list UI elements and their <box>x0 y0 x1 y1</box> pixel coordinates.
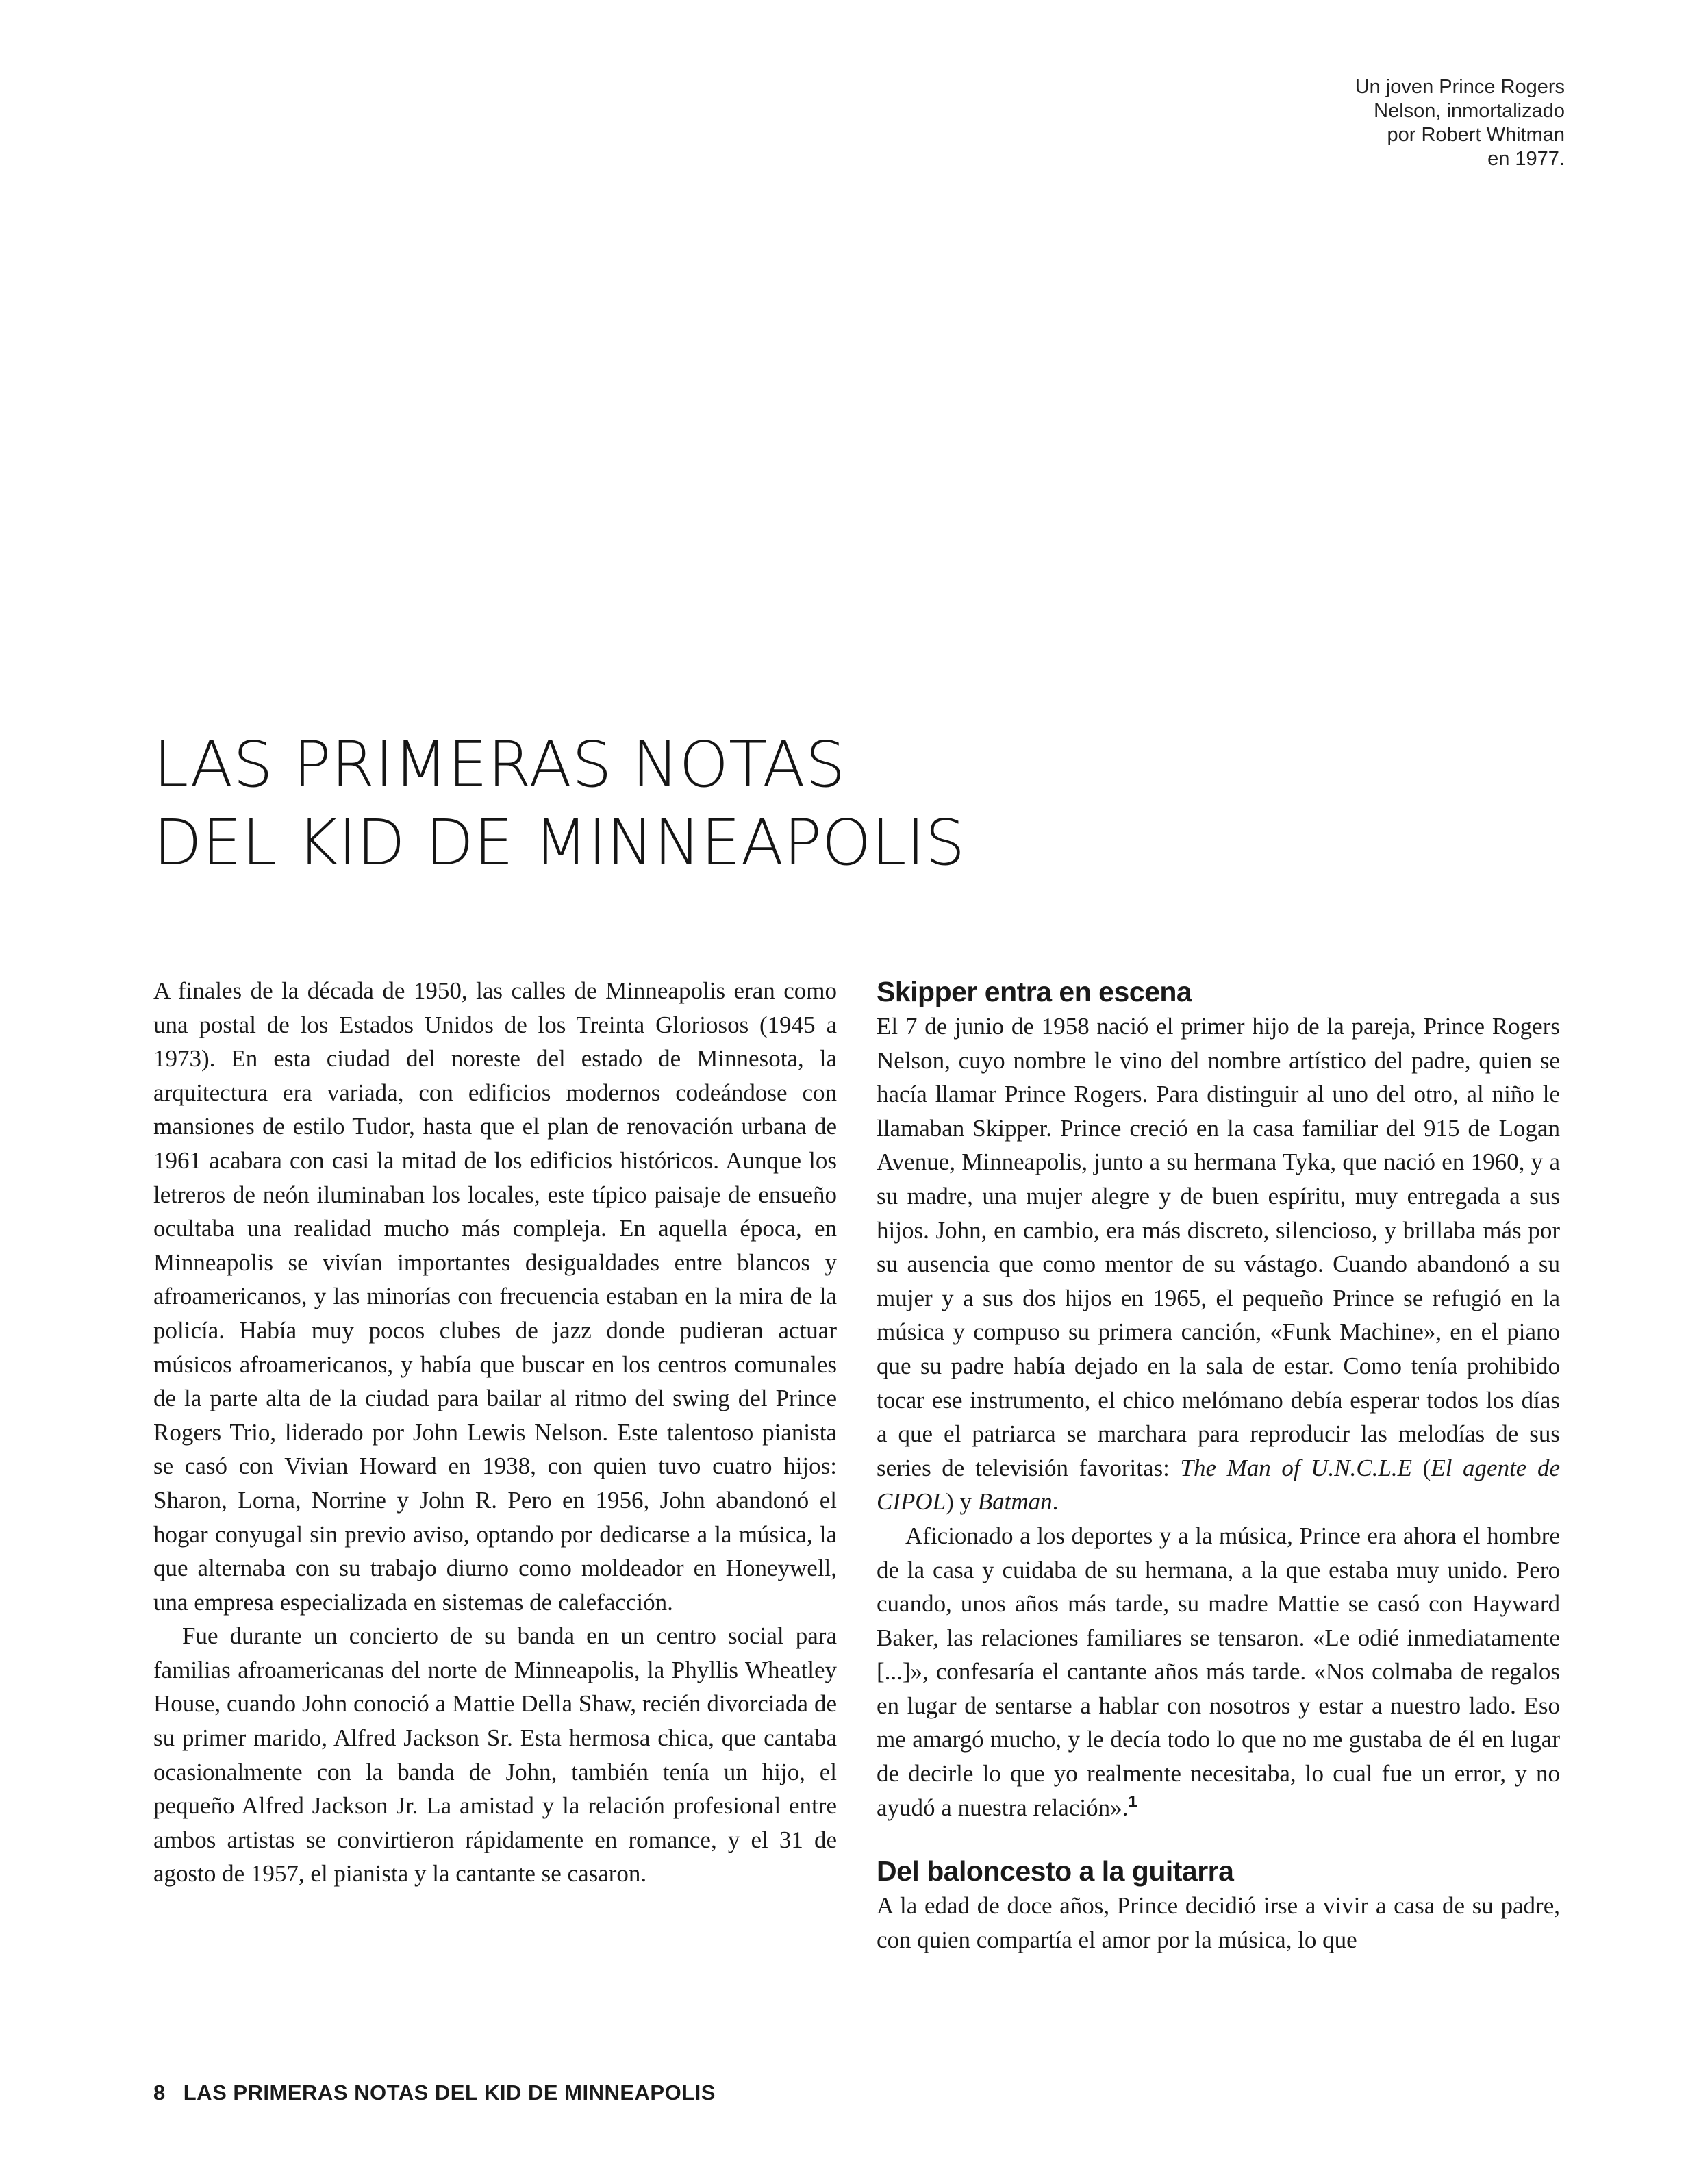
caption-line: en 1977. <box>1487 148 1565 170</box>
paragraph-text: ( <box>1412 1454 1431 1481</box>
body-paragraph: A la edad de doce años, Prince decidió irse a vivir a casa de su padre, con quien compartía el amor por la música, lo que <box>877 1892 1560 1953</box>
caption-line: Nelson, inmortalizado <box>1374 100 1565 122</box>
right-column <box>877 974 1560 1957</box>
section-heading: Del baloncesto a la guitarra <box>877 1855 1234 1887</box>
body-paragraph: Fue durante un concierto de su banda en un centro social para familias afroamericanas del norte de Minneapolis, la Phyllis Wheatley House, cuando John conoció a Mattie Della Shaw, recién divorciada de su primer marido, Alfred Jackson Sr. Esta hermosa chica, que cantaba ocasionalmente con la banda de John, también tenía un hijo, el pequeño Alfred Jackson Jr. La amistad y la relación profesional entre ambos artistas se convirtieron rápidamente en romance, y el 31 de agosto de 1957, el pianista y la cantante se casaron. <box>153 1622 837 1887</box>
caption-line: por Robert Whitman <box>1387 124 1565 146</box>
page-footer <box>153 2081 716 2105</box>
footnote-marker: 1 <box>1128 1792 1137 1811</box>
section-heading: Skipper entra en escena <box>877 976 1192 1007</box>
chapter-title-line-1: LAS PRIMERAS NOTAS <box>153 728 846 801</box>
page-number: 8 <box>153 2081 166 2105</box>
left-column <box>153 974 837 1891</box>
paragraph-text: ) y <box>946 1488 978 1516</box>
paragraph-text: El 7 de junio de 1958 nació el primer hijo de la pareja, Prince Rogers Nelson, cuyo nombre le vino del nombre artístico del padre, quien se hacía llamar Prince Rogers. Para distinguir al uno del otro, al niño le llamaban Skipper. Prince creció en la casa familiar del 915 de Logan Avenue, Minneapolis, junto a su hermana Tyka, que nació en 1960, y a su madre, una mujer alegre y de buen espíritu, muy entregada a sus hijos. John, en cambio, era más discreto, silencioso, y brillaba más por su ausencia que como mentor de su vástago. Cuando abandonó a su mujer y a sus dos hijos en 1965, el pequeño Prince se refugió en la música y compuso su primera canción, «Funk Machine», en el piano que su padre había dejado en la sala de estar. Como tenía prohibido tocar ese instrumento, el chico melómano debía esperar todos los días a que el patriarca se marchara para reproducir las melodías de sus series de televisión favoritas: <box>877 1013 1560 1481</box>
body-paragraph <box>877 1009 1560 1519</box>
show-title: Batman <box>977 1488 1053 1516</box>
running-title: LAS PRIMERAS NOTAS DEL KID DE MINNEAPOLIS <box>183 2081 716 2105</box>
paragraph-text: . <box>1052 1488 1059 1516</box>
paragraph-text: Aficionado a los deportes y a la música, Prince era ahora el hombre de la casa y cuidaba de su hermana, a la que estaba muy unido. Pero cuando, unos años más tarde, su madre Mattie se casó con Hayward Baker, las relaciones familiares se tensaron. «Le odié inmediatamente [...]», confesaría el cantante años más tarde. «Nos colmaba de regalos en lugar de sentarse a hablar con nosotros y estar a nuestro lado. Eso me amargó mucho, y le decía todo lo que no me gustaba de él en lugar de decirle lo que yo realmente necesitaba, lo cual fue un error, y no ayudó a nuestra relación». <box>877 1522 1560 1821</box>
show-title: El agente de CIPOL <box>877 1454 1561 1516</box>
show-title: The Man of U.N.C.L.E <box>1180 1454 1413 1481</box>
body-paragraph <box>877 1519 1560 1824</box>
body-paragraph: A finales de la década de 1950, las calles de Minneapolis eran como una postal de los Estados Unidos de los Treinta Gloriosos (1945 a 1973). En esta ciudad del noreste del estado de Minnesota, la arquitectura era variada, con edificios modernos codeándose con mansiones de estilo Tudor, hasta que el plan de renovación urbana de 1961 acabara con casi la mitad de los edificios históricos. Aunque los letreros de neón iluminaban los locales, este típico paisaje de ensueño ocultaba una realidad mucho más compleja. En aquella época, en Minneapolis se vivían importantes desigualdades entre blancos y afroamericanos, y las minorías con frecuencia estaban en la mira de la policía. Había muy pocos clubes de jazz donde pudieran actuar músicos afroamericanos, y había que buscar en los centros comunales de la parte alta de la ciudad para bailar al ritmo del swing del Prince Rogers Trio, liderado por John Lewis Nelson. Este talentoso pianista se casó con Vivian Howard en 1938, con quien tuvo cuatro hijos: Sharon, Lorna, Norrine y John R. Pero en 1956, John abandonó el hogar conyugal sin previo aviso, optando por dedicarse a la música, la que alternaba con su trabajo diurno como moldeador en Honeywell, una empresa especializada en sistemas de calefacción. <box>153 977 837 1616</box>
chapter-title <box>153 726 965 882</box>
chapter-title-line-2: DEL KID DE MINNEAPOLIS <box>153 806 966 879</box>
caption-line: Un joven Prince Rogers <box>1355 76 1565 98</box>
photo-caption <box>1277 75 1565 171</box>
